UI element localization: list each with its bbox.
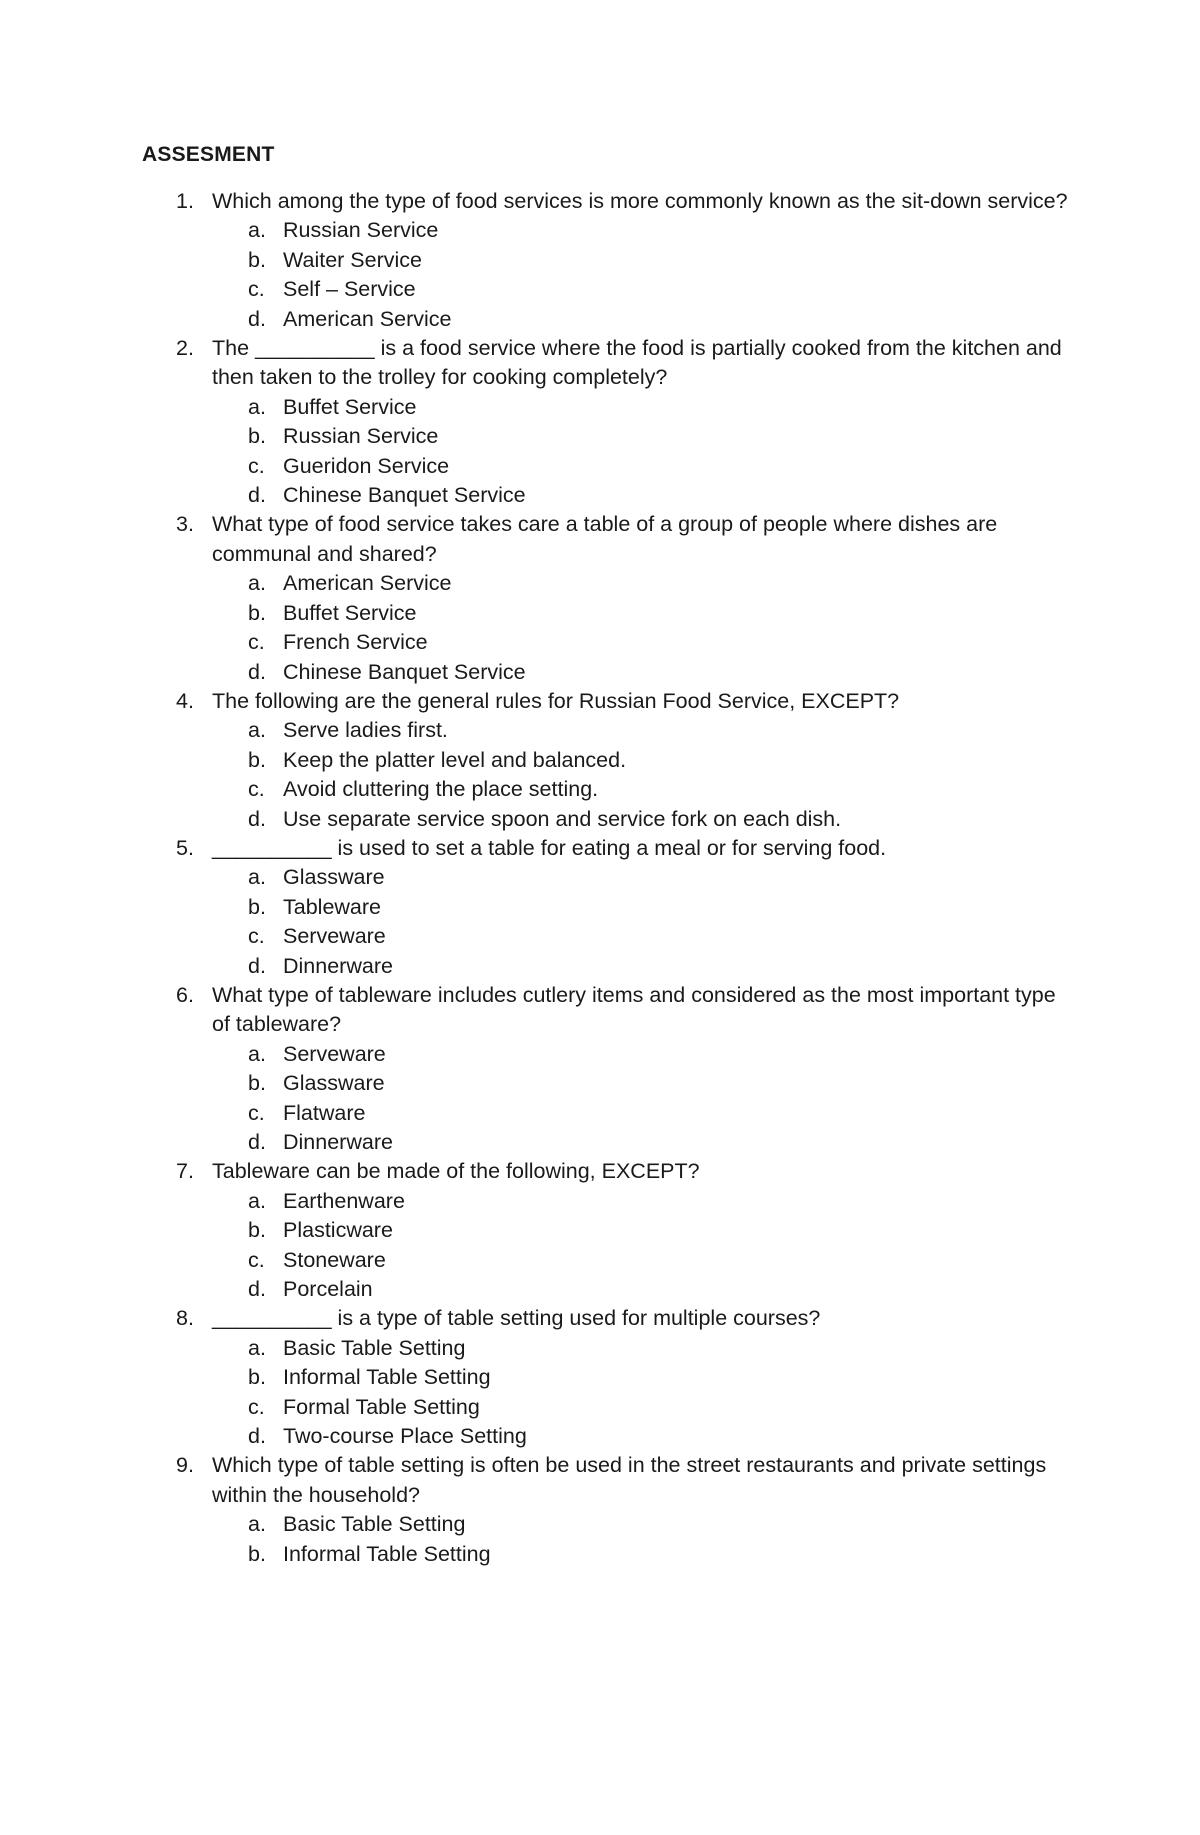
option-letter: a. <box>248 394 266 419</box>
option-item <box>212 1363 1072 1392</box>
question-item <box>0 1304 1072 1451</box>
question-text: What type of food service takes care a table of a group of people where dishes are communal and shared? <box>212 512 998 566</box>
option-letter: b. <box>248 1365 266 1390</box>
question-number: 6. <box>176 982 194 1007</box>
option-item <box>212 275 1072 304</box>
option-list <box>212 569 1072 687</box>
question-number: 7. <box>176 1159 194 1184</box>
option-item <box>212 1422 1072 1451</box>
option-text: American Service <box>283 306 452 331</box>
option-letter: c. <box>248 1247 265 1272</box>
option-text: Formal Table Setting <box>283 1394 480 1419</box>
option-item <box>212 1216 1072 1245</box>
question-item <box>0 1451 1072 1569</box>
option-letter: b. <box>248 1541 266 1566</box>
option-letter: b. <box>248 894 266 919</box>
option-item <box>212 452 1072 481</box>
option-text: Plasticware <box>283 1218 393 1243</box>
option-letter: b. <box>248 424 266 449</box>
question-number: 1. <box>176 189 194 213</box>
option-text: Dinnerware <box>283 1130 393 1154</box>
option-item <box>212 1393 1072 1422</box>
question-text: The following are the general rules for Russian Food Service, EXCEPT? <box>212 688 900 713</box>
question-number: 3. <box>176 512 194 537</box>
question-text: __________ is a type of table setting used for multiple courses? <box>212 1306 821 1331</box>
option-text: Chinese Banquet Service <box>283 659 526 684</box>
option-list <box>212 1334 1072 1452</box>
question-list <box>0 187 1200 1569</box>
option-letter: a. <box>248 571 266 596</box>
option-letter: c. <box>248 277 265 302</box>
option-letter: d. <box>248 806 266 831</box>
option-letter: a. <box>248 865 266 890</box>
option-item <box>212 1540 1072 1569</box>
option-text: Self – Service <box>283 277 416 302</box>
option-letter: d. <box>248 659 266 684</box>
option-text: Buffet Service <box>283 394 417 419</box>
option-text: Tableware <box>283 894 381 919</box>
option-text: Keep the platter level and balanced. <box>283 747 627 772</box>
page-title: ASSESMENT <box>142 143 275 166</box>
question-item <box>0 187 1072 334</box>
option-text: Basic Table Setting <box>283 1335 466 1360</box>
option-text: Serve ladies first. <box>283 718 448 743</box>
option-list <box>212 1040 1072 1158</box>
option-list <box>212 863 1072 981</box>
option-text: Serveware <box>283 924 386 949</box>
option-item <box>212 569 1072 598</box>
option-letter: c. <box>248 1100 265 1125</box>
option-text: Informal Table Setting <box>283 1541 491 1566</box>
option-letter: c. <box>248 453 265 478</box>
option-item <box>212 1334 1072 1363</box>
option-text: Avoid cluttering the place setting. <box>283 777 599 802</box>
option-item <box>212 1187 1072 1216</box>
option-item <box>212 1099 1072 1128</box>
option-item <box>212 1040 1072 1069</box>
option-letter: a. <box>248 1512 266 1537</box>
option-text: Buffet Service <box>283 600 417 625</box>
option-item <box>212 1246 1072 1275</box>
option-text: Use separate service spoon and service fork on each dish. <box>283 806 842 831</box>
option-letter: c. <box>248 777 265 802</box>
option-item <box>212 658 1072 687</box>
question-text: The __________ is a food service where the food is partially cooked from the kitchen and then taken to the trolley for cooking completely? <box>212 336 1062 390</box>
option-text: Russian Service <box>283 424 439 449</box>
option-letter: b. <box>248 247 266 272</box>
question-number: 2. <box>176 336 194 361</box>
option-text: Basic Table Setting <box>283 1512 466 1537</box>
question-text: __________ is used to set a table for eating a meal or for serving food. <box>212 835 887 860</box>
option-letter: d. <box>248 953 266 978</box>
option-letter: d. <box>248 1130 266 1154</box>
option-letter: d. <box>248 483 266 508</box>
option-text: Informal Table Setting <box>283 1365 491 1390</box>
option-letter: b. <box>248 1071 266 1096</box>
question-number: 5. <box>176 835 194 860</box>
option-item <box>212 893 1072 922</box>
option-letter: a. <box>248 218 266 243</box>
option-letter: a. <box>248 1188 266 1213</box>
question-item <box>0 334 1072 510</box>
option-item <box>212 216 1072 245</box>
question-number: 9. <box>176 1453 194 1478</box>
option-letter: b. <box>248 1218 266 1243</box>
question-item <box>0 510 1072 686</box>
option-text: Dinnerware <box>283 953 393 978</box>
option-item <box>212 246 1072 275</box>
option-text: American Service <box>283 571 452 596</box>
option-letter: b. <box>248 600 266 625</box>
option-item <box>212 1128 1072 1157</box>
question-item <box>0 981 1072 1157</box>
option-item <box>212 393 1072 422</box>
option-item <box>212 775 1072 804</box>
option-text: Serveware <box>283 1041 386 1066</box>
option-list <box>212 1510 1072 1569</box>
question-item <box>0 687 1072 834</box>
option-letter: c. <box>248 924 265 949</box>
option-text: Russian Service <box>283 218 439 243</box>
option-item <box>212 1510 1072 1539</box>
option-item <box>212 863 1072 892</box>
option-item <box>212 1069 1072 1098</box>
question-text: Which type of table setting is often be used in the street restaurants and private settings within the household? <box>212 1453 1047 1507</box>
option-text: French Service <box>283 630 428 655</box>
option-text: Waiter Service <box>283 247 422 272</box>
question-number: 4. <box>176 688 194 713</box>
option-text: Flatware <box>283 1100 366 1125</box>
option-item <box>212 746 1072 775</box>
option-item <box>212 716 1072 745</box>
option-text: Stoneware <box>283 1247 386 1272</box>
question-number: 8. <box>176 1306 194 1331</box>
option-list <box>212 393 1072 511</box>
option-item <box>212 481 1072 510</box>
option-list <box>212 1187 1072 1305</box>
option-text: Glassware <box>283 1071 385 1096</box>
option-item <box>212 805 1072 834</box>
option-letter: a. <box>248 718 266 743</box>
question-text: Tableware can be made of the following, EXCEPT? <box>212 1159 700 1184</box>
question-item <box>0 834 1072 981</box>
option-item <box>212 422 1072 451</box>
option-item <box>212 305 1072 334</box>
option-letter: c. <box>248 630 265 655</box>
option-letter: d. <box>248 1277 266 1302</box>
option-item <box>212 599 1072 628</box>
option-text: Glassware <box>283 865 385 890</box>
option-text: Two-course Place Setting <box>283 1424 527 1449</box>
option-item <box>212 922 1072 951</box>
option-letter: d. <box>248 1424 266 1449</box>
option-letter: d. <box>248 306 266 331</box>
question-item <box>0 1157 1072 1304</box>
option-list <box>212 216 1072 334</box>
option-letter: c. <box>248 1394 265 1419</box>
option-text: Porcelain <box>283 1277 373 1302</box>
option-letter: a. <box>248 1335 266 1360</box>
option-letter: a. <box>248 1041 266 1066</box>
option-item <box>212 628 1072 657</box>
option-list <box>212 716 1072 834</box>
option-letter: b. <box>248 747 266 772</box>
question-text: What type of tableware includes cutlery items and considered as the most important type of tableware? <box>212 982 1056 1037</box>
option-item <box>212 952 1072 981</box>
option-text: Earthenware <box>283 1188 405 1213</box>
option-text: Gueridon Service <box>283 453 450 478</box>
option-item <box>212 1275 1072 1304</box>
question-text: Which among the type of food services is more commonly known as the sit-down service? <box>212 189 1068 213</box>
option-text: Chinese Banquet Service <box>283 483 526 508</box>
